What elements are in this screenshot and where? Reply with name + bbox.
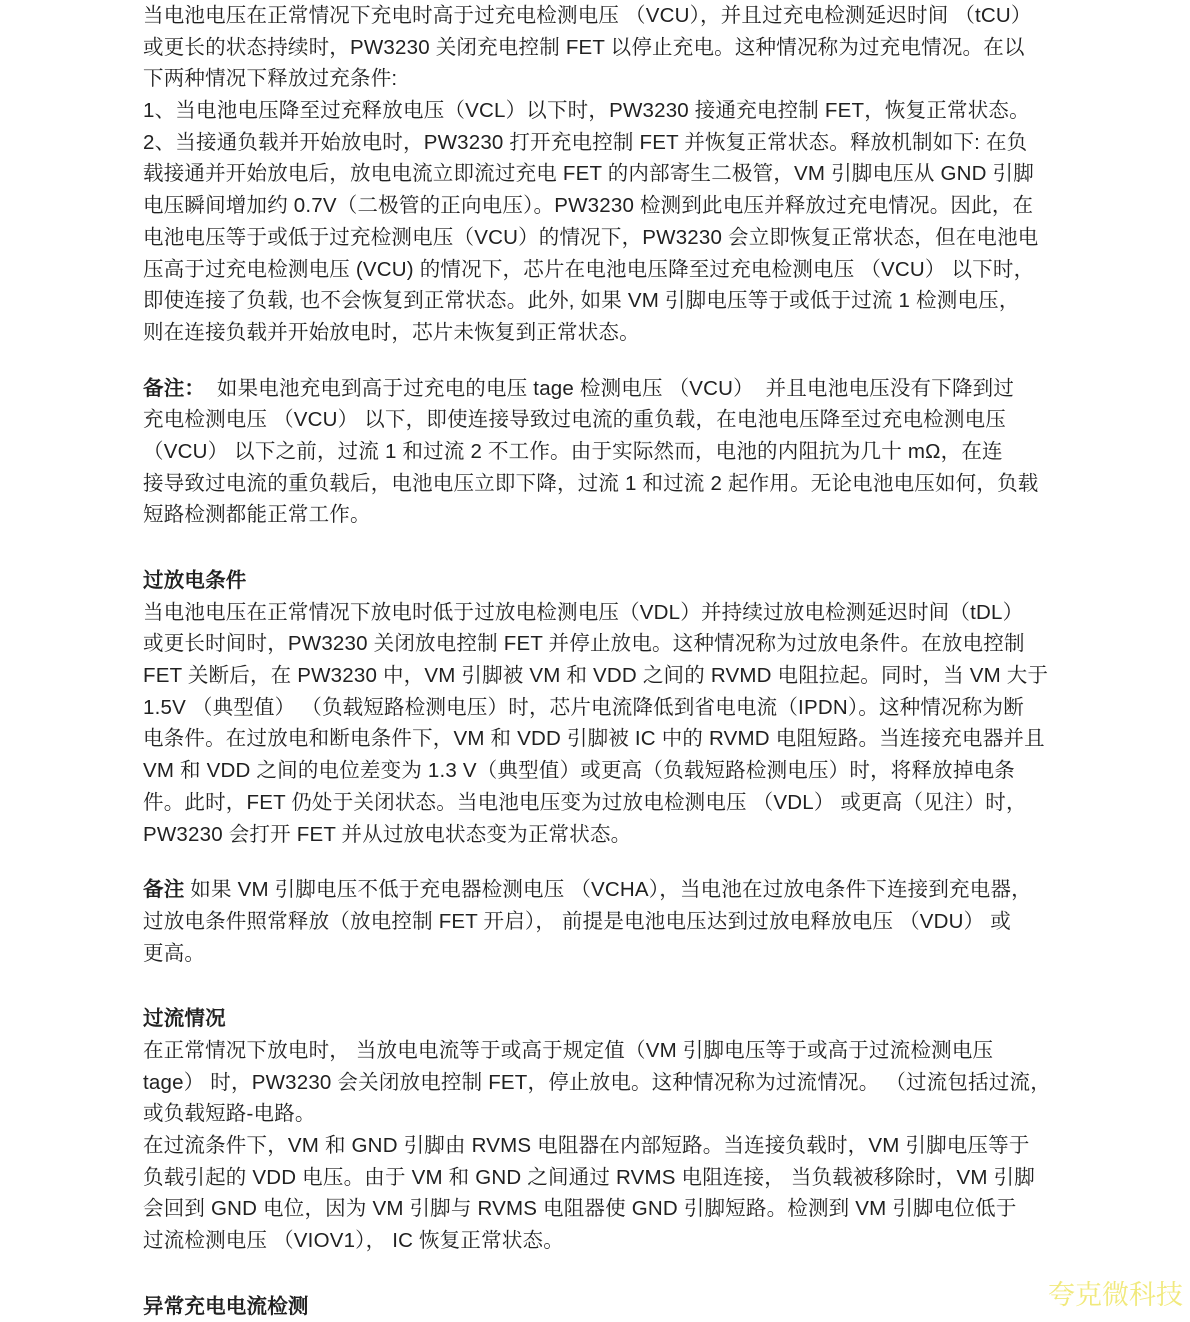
- text-line: 当电池电压在正常情况下充电时高于过充电检测电压 （VCU），并且过充电检测延迟时间 （tCU）: [143, 4, 1032, 27]
- watermark: 夸克微科技: [1048, 1280, 1183, 1310]
- text-line: 1、当电池电压降至过充释放电压（VCL）以下时，PW3230 接通充电控制 FET，恢复正常状态。: [143, 99, 1030, 123]
- note-label: 备注: [143, 878, 185, 902]
- text-line: 下两种情况下释放过充条件:: [143, 67, 398, 91]
- note-label: 备注：: [143, 376, 206, 400]
- text-line: 电条件。在过放电和断电条件下，VM 和 VDD 引脚被 IC 中的 RVMD 电阻短路。当连接充电器并且: [143, 727, 1045, 751]
- text-line: 更高。: [143, 941, 206, 965]
- text-line-content: 如果电池充电到高于过充电的电压 tage 检测电压 （VCU） 并且电池电压没有下降到过: [205, 376, 1015, 400]
- paragraph: [143, 0, 1053, 349]
- text-line: 或更长的状态持续时，PW3230 关闭充电控制 FET 以停止充电。这种情况称为过充电情况。在以: [143, 35, 1025, 59]
- text-line: PW3230 会打开 FET 并从过放电状态变为正常状态。: [143, 822, 632, 846]
- document-page: [143, 0, 1053, 1322]
- text-line: 负载引起的 VDD 电压。由于 VM 和 GND 之间通过 RVMS 电阻连接， 当负载被移除时，VM 引脚: [143, 1165, 1035, 1189]
- section-heading: 过放电条件: [143, 569, 247, 592]
- text-line: [143, 874, 1053, 906]
- text-line: 压高于过充电检测电压 (VCU) 的情况下，芯片在电池电压降至过充电检测电压 （VCU） 以下时，: [143, 257, 1035, 281]
- text-line: [143, 373, 1053, 405]
- paragraph: [143, 597, 1053, 851]
- text-line: 件。此时，FET 仍处于关闭状态。当电池电压变为过放电检测电压 （VDL） 或更高（见注）时，: [143, 790, 1027, 814]
- text-line: VM 和 VDD 之间的电位差变为 1.3 V（典型值）或更高（负载短路检测电压）时，将释放掉电条: [143, 759, 1015, 783]
- text-line: 电池电压等于或低于过充检测电压（VCU）的情况下，PW3230 会立即恢复正常状态，但在电池电: [143, 225, 1039, 249]
- text-line: 或负载短路-电路。: [143, 1102, 316, 1126]
- text-line: 或更长时间时，PW3230 关闭放电控制 FET 并停止放电。这种情况称为过放电条件。在放电控制: [143, 632, 1025, 656]
- section-heading: 过流情况: [143, 1007, 226, 1031]
- text-line: 当电池电压在正常情况下放电时低于过放电检测电压（VDL）并持续过放电检测延迟时间（tDL）: [143, 600, 1024, 624]
- text-line: 会回到 GND 电位，因为 VM 引脚与 RVMS 电阻器使 GND 引脚短路。检测到 VM 引脚电位低于: [143, 1197, 1017, 1221]
- text-line: 充电检测电压 （VCU） 以下，即使连接导致过电流的重负载，在电池电压降至过充电检测电压: [143, 408, 1006, 432]
- section-heading: 异常充电电流检测: [143, 1294, 309, 1318]
- text-line: 在正常情况下放电时， 当放电电流等于或高于规定值（VM 引脚电压等于或高于过流检测电压: [143, 1038, 994, 1062]
- text-line: 则在连接负载并开始放电时，芯片未恢复到正常状态。: [143, 320, 640, 344]
- text-line: 2、当接通负载并开始放电时，PW3230 打开充电控制 FET 并恢复正常状态。释放机制如下: 在负: [143, 130, 1028, 154]
- text-line: 过放电条件照常释放（放电控制 FET 开启）， 前提是电池电压达到过放电释放电压 （VDU） 或: [143, 909, 1011, 933]
- paragraph: [143, 1035, 1053, 1257]
- text-line: tage） 时，PW3230 会关闭放电控制 FET，停止放电。这种情况称为过流情况。 （过流包括过流，: [143, 1070, 1051, 1094]
- text-line: 即使连接了负载, 也不会恢复到正常状态。此外, 如果 VM 引脚电压等于或低于过流 1 检测电压，: [143, 289, 1020, 313]
- text-line: 电压瞬间增加约 0.7V（二极管的正向电压）。PW3230 检测到此电压并释放过充电情况。因此，在: [143, 194, 1034, 218]
- text-line: （VCU） 以下之前，过流 1 和过流 2 不工作。由于实际然而，电池的内阻抗为几十 mΩ，在连: [143, 439, 1003, 463]
- text-line: 载接通并开始放电后，放电电流立即流过充电 FET 的内部寄生二极管，VM 引脚电压从 GND 引脚: [143, 162, 1034, 186]
- paragraph: [143, 373, 1053, 531]
- text-line-content: 如果 VM 引脚电压不低于充电器检测电压 （VCHA），当电池在过放电条件下连接到充电器，: [184, 878, 1032, 902]
- text-line: 接导致过电流的重负载后，电池电压立即下降，过流 1 和过流 2 起作用。无论电池电压如何，负载: [143, 471, 1039, 495]
- text-line: 短路检测都能正常工作。: [143, 503, 371, 527]
- text-line: 在过流条件下，VM 和 GND 引脚由 RVMS 电阻器在内部短路。当连接负载时，VM 引脚电压等于: [143, 1134, 1030, 1157]
- text-line: 1.5V （典型值） （负载短路检测电压）时，芯片电流降低到省电电流（IPDN）。这种情况称为断: [143, 695, 1024, 719]
- text-line: 过流检测电压 （VIOV1）， IC 恢复正常状态。: [143, 1229, 564, 1253]
- text-line: FET 关断后，在 PW3230 中，VM 引脚被 VM 和 VDD 之间的 RVMD 电阻拉起。同时，当 VM 大于: [143, 664, 1049, 688]
- paragraph: [143, 874, 1053, 969]
